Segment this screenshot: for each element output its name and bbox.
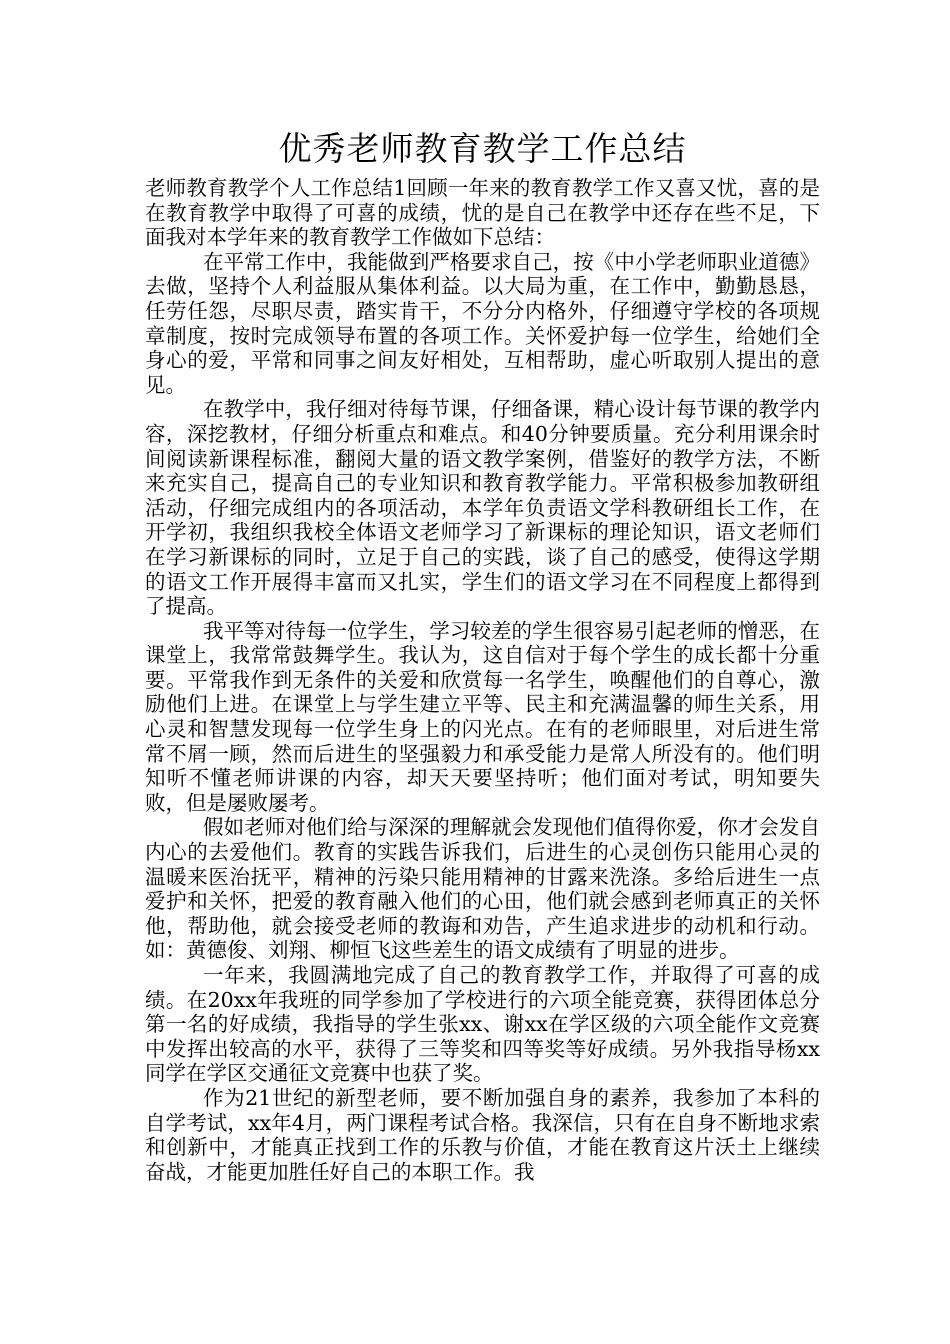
paragraph-achievements: 一年来，我圆满地完成了自己的教育教学工作，并取得了可喜的成绩。在20xx年我班的同学参加了学校进行的六项全能竞赛，获得团体总分第一名的好成绩，我指导的学生张xx、谢xx在学区级的六项全能作文竞赛中发挥出较高的水平，获得了三等奖和四等奖等好成绩。另外我指导杨xx同学在学区交通征文竞赛中也获了奖。 [145,963,820,1086]
paragraph-teaching: 在教学中，我仔细对待每节课，仔细备课，精心设计每节课的教学内容，深挖教材，仔细分析重点和难点。和40分钟要质量。充分利用课余时间阅读新课程标准，翻阅大量的语文教学案例，借鉴好的教学方法，不断来充实自己，提高自己的专业知识和教育教学能力。平常积极参加教研组活动，仔细完成组内的各项活动，本学年负责语文学科教研组长工作，在开学初，我组织我校全体语文老师学习了新课标的理论知识，语文老师们在学习新课标的同时，立足于自己的实践，谈了自己的感受，使得这学期的语文工作开展得丰富而又扎实，学生们的语文学习在不同程度上都得到了提高。 [145,397,820,619]
paragraph-care: 假如老师对他们给与深深的理解就会发现他们值得你爱，你才会发自内心的去爱他们。教育的实践告诉我们，后进生的心灵创伤只能用心灵的温暖来医治抚平，精神的污染只能用精神的甘露来洗涤。多给后进生一点爱护和关怀，把爱的教育融入他们的心田，他们就会感到老师真正的关怀他，帮助他，就会接受老师的教诲和劝告，产生追求进步的动机和行动。如：黄德俊、刘翔、柳恒飞这些差生的语文成绩有了明显的进步。 [145,815,820,963]
paragraph-work-conduct: 在平常工作中，我能做到严格要求自己，按《中小学老师职业道德》去做，坚持个人利益服从集体利益。以大局为重，在工作中，勤勤恳恳，任劳任怨，尽职尽责，踏实肯干，不分分内格外，仔细遵守学校的各项规章制度，按时完成领导布置的各项工作。关怀爱护每一位学生，给她们全身心的爱，平常和同事之间友好相处，互相帮助，虚心听取别人提出的意见。 [145,249,820,397]
paragraph-students: 我平等对待每一位学生，学习较差的学生很容易引起老师的憎恶，在课堂上，我常常鼓舞学生。我认为，这自信对于每个学生的成长都十分重要。平常我作到无条件的关爱和欣赏每一名学生，唤醒他们的自尊心，激励他们上进。在课堂上与学生建立平等、民主和充满温馨的师生关系，用心灵和智慧发现每一位学生身上的闪光点。在有的老师眼里，对后进生常常不屑一顾，然而后进生的坚强毅力和承受能力是常人所没有的。他们明知听不懂老师讲课的内容，却天天要坚持听；他们面对考试，明知要失败，但是屡败屡考。 [145,618,820,815]
paragraph-intro: 老师教育教学个人工作总结1回顾一年来的教育教学工作又喜又忧，喜的是在教育教学中取得了可喜的成绩，忧的是自己在教学中还存在些不足，下面我对本学年来的教育教学工作做如下总结： [145,176,820,250]
paragraph-self-improvement: 作为21世纪的新型老师，要不断加强自身的素养，我参加了本科的自学考试，xx年4月，两门课程考试合格。我深信，只有在自身不断地求索和创新中，才能真正找到工作的乐教与价值，才能在教育这片沃土上继续奋战，才能更加胜任好自己的本职工作。我 [145,1085,820,1184]
document-title: 优秀老师教育教学工作总结 [278,129,687,168]
